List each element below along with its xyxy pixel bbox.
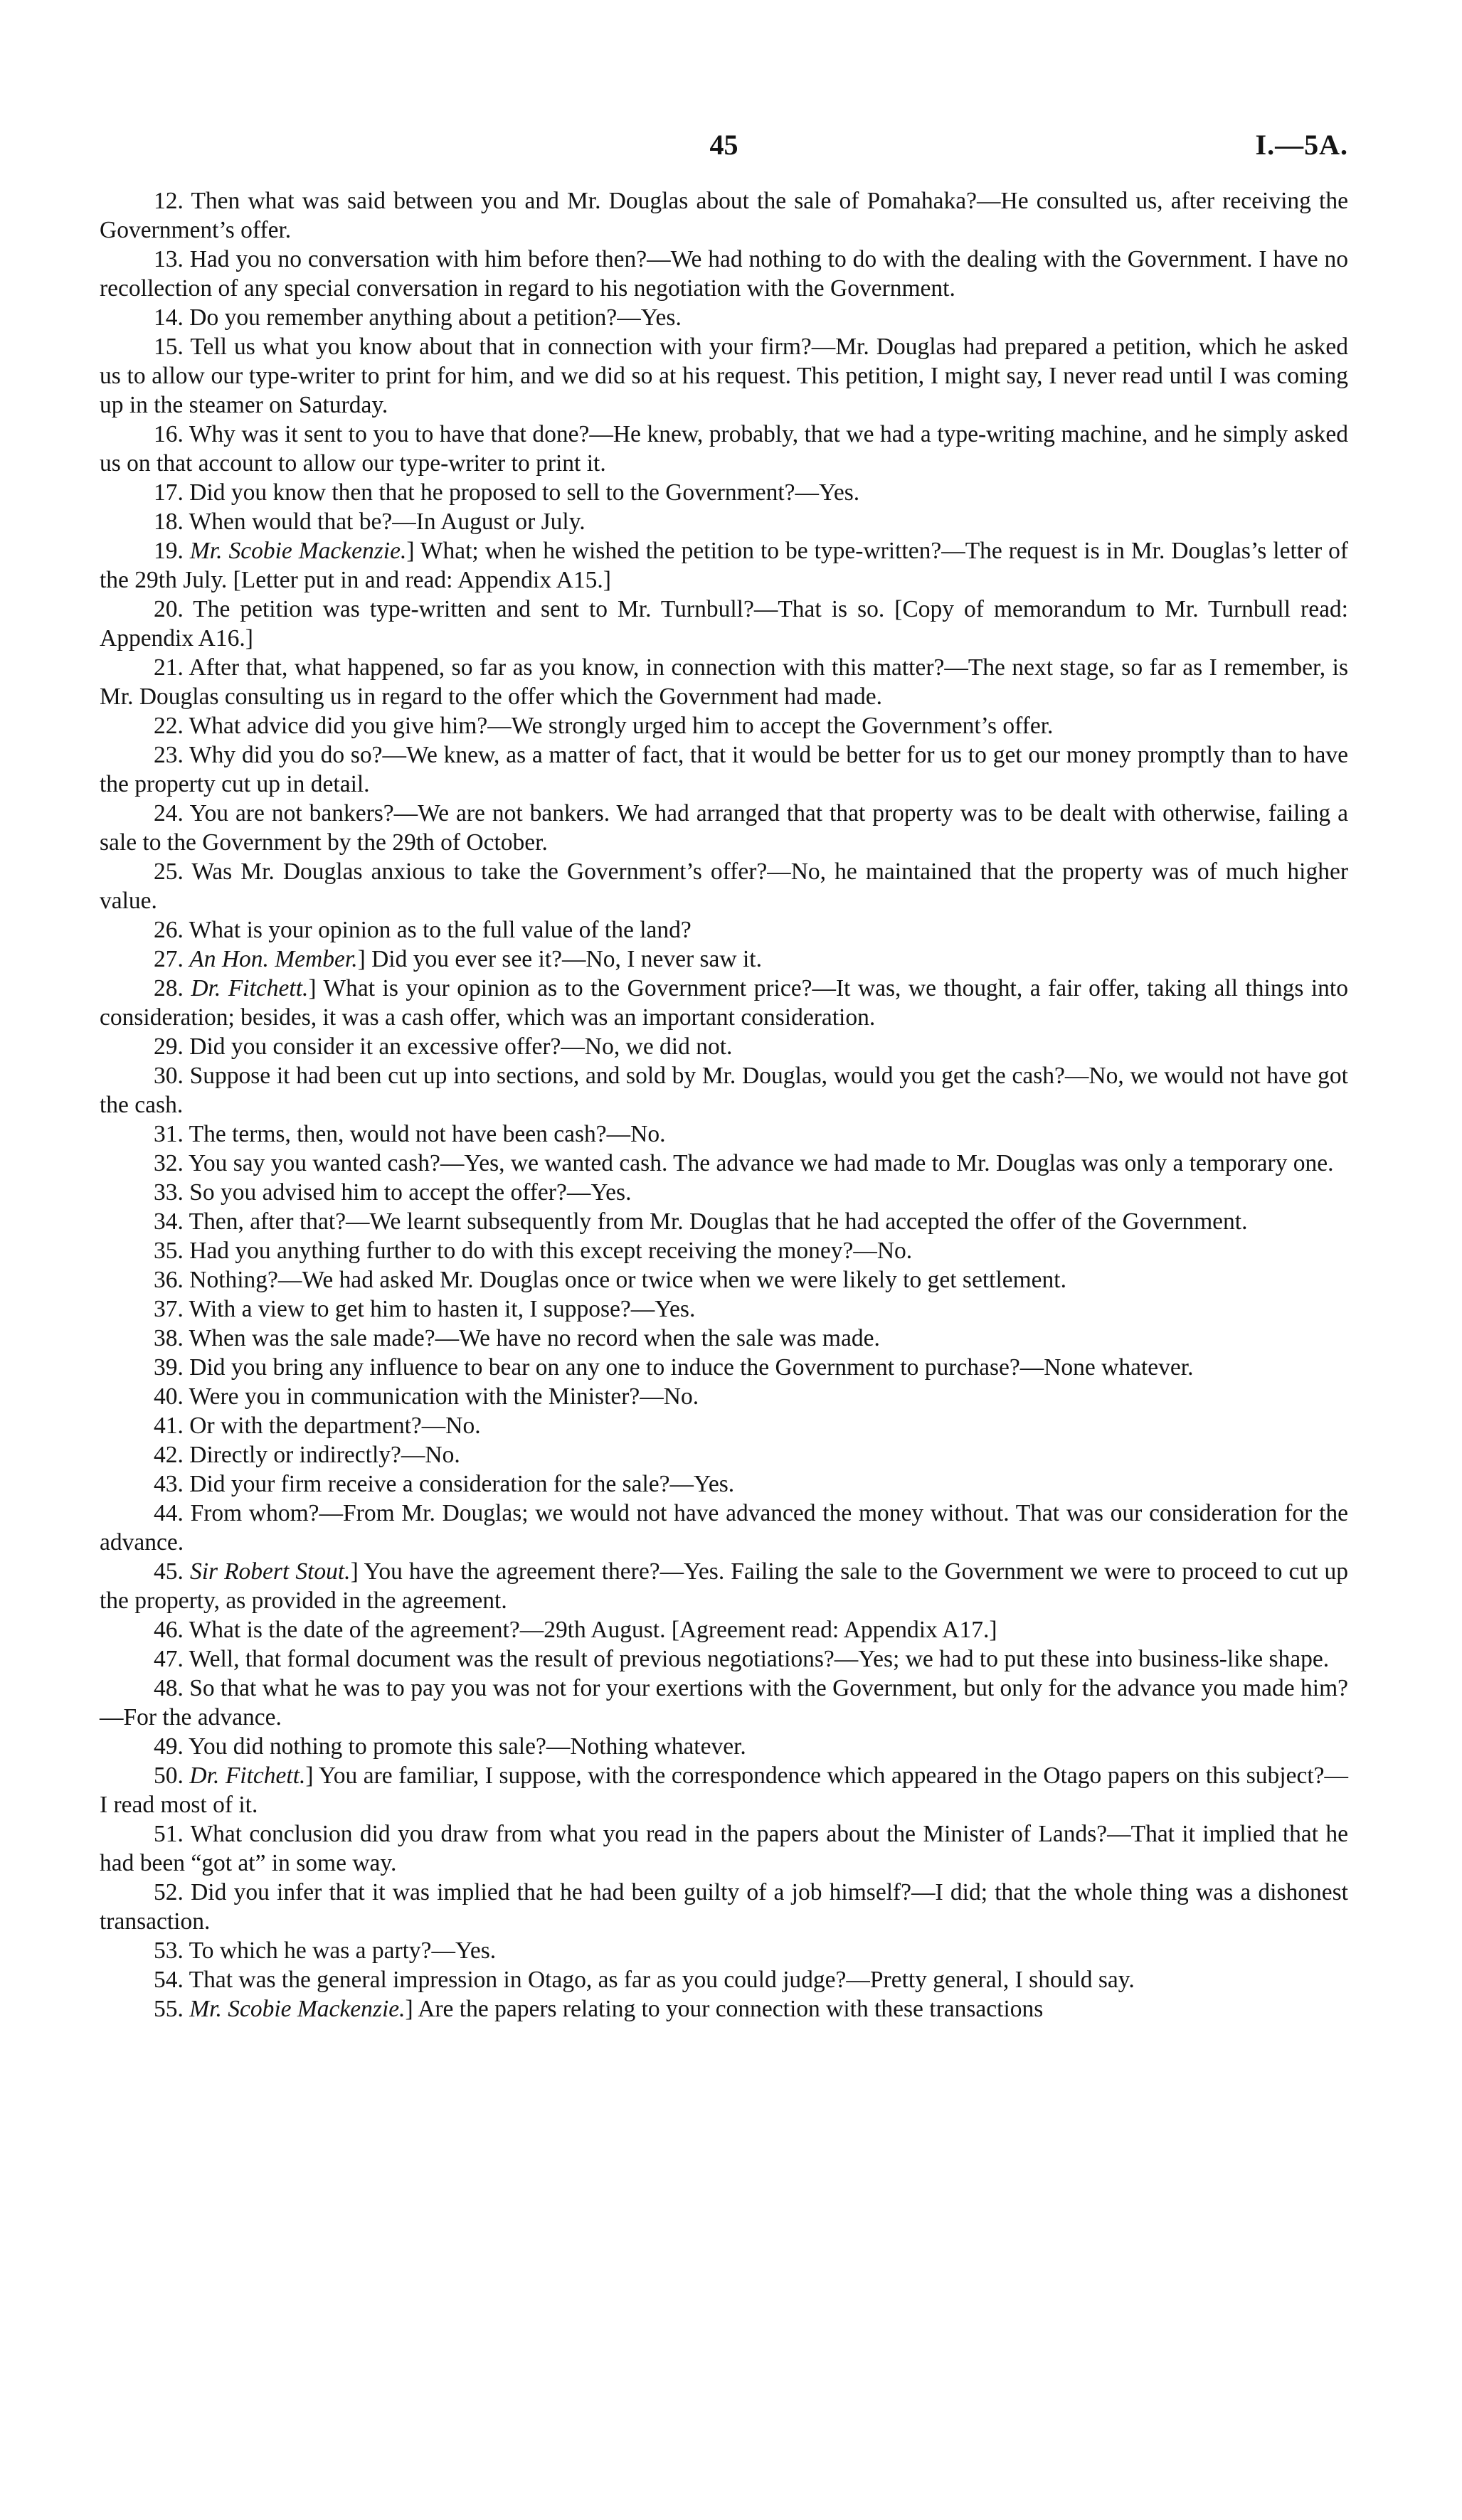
paragraph-text: 20. The petition was type-written and sent to Mr. Turnbull?—That is so. [Copy of memorandum to Mr. Turnbull read: Appendix A16.]	[100, 596, 1348, 652]
paragraph-text: 37. With a view to get him to hasten it, I suppose?—Yes.	[154, 1296, 696, 1322]
paragraph-text: 15. Tell us what you know about that in connection with your firm?—Mr. Douglas had prepared a petition, which he asked us to allow our type-writer to print for him, and we did so at his request. This petition, I might say, I never read until I was coming up in the steamer on Saturday.	[100, 334, 1348, 418]
question-answer-paragraph	[100, 740, 1348, 799]
question-answer-paragraph	[100, 1819, 1348, 1878]
paragraph-text: 32. You say you wanted cash?—Yes, we wanted cash. The advance we had made to Mr. Douglas was only a temporary one.	[154, 1150, 1334, 1176]
question-number: 19.	[154, 538, 184, 564]
paragraph-text: 35. Had you anything further to do with this except receiving the money?—No.	[154, 1238, 913, 1264]
question-number: 28.	[154, 975, 184, 1001]
paragraph-text: 30. Suppose it had been cut up into sections, and sold by Mr. Douglas, would you get the cash?—No, we would not have got the cash.	[100, 1063, 1348, 1118]
paragraph-text: 26. What is your opinion as to the full value of the land?	[154, 917, 692, 943]
paragraph-text: 33. So you advised him to accept the offer?—Yes.	[154, 1179, 632, 1206]
page-header	[100, 121, 1348, 171]
document-reference: I.—5A.	[1255, 129, 1348, 161]
paragraph-text: Are the papers relating to your connection with these transactions	[418, 1996, 1044, 2022]
question-answer-paragraph	[100, 1411, 1348, 1440]
paragraph-text: You are familiar, I suppose, with the correspondence which appeared in the Otago papers on this subject?—I read most of it.	[100, 1763, 1349, 1818]
paragraph-text: 54. That was the general impression in Otago, as far as you could judge?—Pretty general, I should say.	[154, 1967, 1135, 1993]
question-number: 27.	[154, 946, 184, 972]
question-answer-paragraph	[100, 420, 1348, 478]
paragraph-text: You have the agreement there?—Yes. Failing the sale to the Government we were to proceed to cut up the property, as provided in the agreement.	[100, 1558, 1348, 1614]
paragraph-text: 31. The terms, then, would not have been cash?—No.	[154, 1121, 666, 1147]
question-number: 55.	[154, 1996, 184, 2022]
paragraph-text: 36. Nothing?—We had asked Mr. Douglas once or twice when we were likely to get settlement.	[154, 1267, 1066, 1293]
paragraph-text: 29. Did you consider it an excessive offer?—No, we did not.	[154, 1033, 733, 1060]
paragraph-text: 17. Did you know then that he proposed to sell to the Government?—Yes.	[154, 479, 860, 506]
question-answer-paragraph	[100, 1353, 1348, 1382]
question-answer-paragraph	[100, 332, 1348, 420]
paragraph-text: 51. What conclusion did you draw from what you read in the papers about the Minister of Lands?—That it implied that he had been “got at” in some way.	[100, 1821, 1348, 1876]
question-answer-paragraph	[100, 595, 1348, 653]
question-answer-paragraph	[100, 1294, 1348, 1324]
speaker-name: Dr. Fitchett.	[191, 975, 309, 1001]
question-answer-paragraph	[100, 1149, 1348, 1178]
question-answer-paragraph	[100, 1499, 1348, 1557]
paragraph-text: 22. What advice did you give him?—We strongly urged him to accept the Government’s offer.	[154, 713, 1054, 739]
paragraph-text: 41. Or with the department?—No.	[154, 1413, 481, 1439]
question-answer-paragraph	[100, 1265, 1348, 1294]
paragraph-text: 49. You did nothing to promote this sale?—Nothing whatever.	[154, 1733, 746, 1760]
paragraph-text: 24. You are not bankers?—We are not bankers. We had arranged that that property was to be dealt with otherwise, failing a sale to the Government by the 29th of October.	[100, 800, 1348, 856]
paragraph-text: 12. Then what was said between you and Mr. Douglas about the sale of Pomahaka?—He consulted us, after receiving the Government’s offer.	[100, 188, 1348, 243]
question-answer-paragraph	[100, 1732, 1348, 1761]
question-answer-paragraph	[100, 653, 1348, 711]
paragraph-text: 23. Why did you do so?—We knew, as a matter of fact, that it would be better for us to get our money promptly than to have the property cut up in detail.	[100, 742, 1348, 797]
speaker-name: Sir Robert Stout.	[189, 1558, 351, 1585]
question-answer-paragraph: 45. Sir Robert Stout.] You have the agreement there?—Yes. Failing the sale to the Government we were to proceed to cut up the property, as provided in the agreement.	[100, 1558, 1348, 1614]
question-answer-paragraph	[100, 1644, 1348, 1674]
question-answer-paragraph	[100, 799, 1348, 857]
speaker-name: Mr. Scobie Mackenzie.	[189, 538, 407, 564]
question-answer-paragraph	[100, 1236, 1348, 1265]
paragraph-text: 34. Then, after that?—We learnt subsequently from Mr. Douglas that he had accepted the offer of the Government.	[154, 1208, 1248, 1235]
paragraph-text: 38. When was the sale made?—We have no record when the sale was made.	[154, 1325, 880, 1351]
question-answer-paragraph: 50. Dr. Fitchett.] You are familiar, I suppose, with the correspondence which appeared in the Otago papers on this subject?—I read most of it.	[100, 1763, 1349, 1818]
paragraph-text: Did you ever see it?—No, I never saw it.	[371, 946, 762, 972]
paragraph-text: 43. Did your firm receive a consideration for the sale?—Yes.	[154, 1471, 735, 1497]
question-answer-paragraph	[100, 1324, 1348, 1353]
speaker-name: Dr. Fitchett.	[189, 1763, 306, 1789]
paragraph-text: What is your opinion as to the Government price?—It was, we thought, a fair offer, taking all things into consideration; besides, it was a cash offer, which was an important consideration.	[100, 975, 1348, 1031]
question-answer-paragraph	[100, 1382, 1348, 1411]
paragraph-text: 42. Directly or indirectly?—No.	[154, 1442, 460, 1468]
question-answer-paragraph: 27. An Hon. Member.] Did you ever see it?—No, I never saw it.	[154, 946, 762, 972]
testimony-text	[100, 186, 1348, 2024]
question-answer-paragraph: 55. Mr. Scobie Mackenzie.] Are the papers relating to your connection with these transactions	[154, 1996, 1044, 2022]
question-answer-paragraph	[100, 711, 1348, 740]
paragraph-text: 46. What is the date of the agreement?—29th August. [Agreement read: Appendix A17.]	[154, 1617, 997, 1643]
question-answer-paragraph	[100, 1061, 1348, 1120]
question-answer-paragraph	[100, 1469, 1348, 1499]
question-answer-paragraph: 19. Mr. Scobie Mackenzie.] What; when he wished the petition to be type-written?—The request is in Mr. Douglas’s letter of the 29th July. [Letter put in and read: Appendix A15.]	[100, 538, 1348, 593]
question-answer-paragraph	[100, 1120, 1348, 1149]
paragraph-text: 16. Why was it sent to you to have that done?—He knew, probably, that we had a type-writing machine, and he simply asked us on that account to allow our type-writer to print it.	[100, 421, 1348, 477]
question-answer-paragraph	[100, 1965, 1348, 1994]
question-answer-paragraph	[100, 1440, 1348, 1469]
question-answer-paragraph	[100, 1674, 1348, 1732]
question-answer-paragraph	[100, 1878, 1348, 1936]
speaker-name: Mr. Scobie Mackenzie.	[189, 1996, 406, 2022]
question-answer-paragraph	[100, 857, 1348, 915]
question-number: 45.	[154, 1558, 184, 1585]
question-answer-paragraph	[100, 186, 1348, 245]
speaker-name: An Hon. Member.	[189, 946, 358, 972]
page-number: 45	[709, 129, 738, 161]
question-answer-paragraph	[100, 1207, 1348, 1236]
paragraph-text: 47. Well, that formal document was the result of previous negotiations?—Yes; we had to put these into business-like shape.	[154, 1646, 1330, 1672]
question-number: 50.	[154, 1763, 184, 1789]
paragraph-text: 14. Do you remember anything about a petition?—Yes.	[154, 304, 682, 331]
question-answer-paragraph	[100, 478, 1348, 507]
paragraph-text: 53. To which he was a party?—Yes.	[154, 1937, 497, 1964]
question-answer-paragraph	[100, 1936, 1348, 1965]
paragraph-text: 52. Did you infer that it was implied that he had been guilty of a job himself?—I did; that the whole thing was a dishonest transaction.	[100, 1879, 1348, 1935]
question-answer-paragraph	[100, 1178, 1348, 1207]
paragraph-text: What; when he wished the petition to be type-written?—The request is in Mr. Douglas’s letter of the 29th July. [Letter put in and read: Appendix A15.]	[100, 538, 1348, 593]
paragraph-text: 40. Were you in communication with the Minister?—No.	[154, 1383, 699, 1410]
paragraph-text: 48. So that what he was to pay you was not for your exertions with the Government, but only for the advance you made him?—For the advance.	[100, 1675, 1348, 1730]
question-answer-paragraph	[100, 507, 1348, 536]
question-answer-paragraph	[100, 245, 1348, 303]
paragraph-text: 21. After that, what happened, so far as you know, in connection with this matter?—The next stage, so far as I remember, is Mr. Douglas consulting us in regard to the offer which the Government had made.	[100, 654, 1348, 710]
question-answer-paragraph	[100, 1032, 1348, 1061]
question-answer-paragraph	[100, 915, 1348, 945]
paragraph-text: 25. Was Mr. Douglas anxious to take the Government’s offer?—No, he maintained that the property was of much higher value.	[100, 858, 1348, 914]
question-answer-paragraph	[100, 1615, 1348, 1644]
paragraph-text: 44. From whom?—From Mr. Douglas; we would not have advanced the money without. That was our consideration for the advance.	[100, 1500, 1348, 1556]
paragraph-text: 13. Had you no conversation with him before then?—We had nothing to do with the dealing with the Government. I have no recollection of any special conversation in regard to his negotiation with the Government.	[100, 246, 1348, 302]
question-answer-paragraph: 28. Dr. Fitchett.] What is your opinion as to the Government price?—It was, we thought, a fair offer, taking all things into consideration; besides, it was a cash offer, which was an important consideration.	[100, 975, 1348, 1031]
question-answer-paragraph	[100, 303, 1348, 332]
paragraph-text: 39. Did you bring any influence to bear on any one to induce the Government to purchase?—None whatever.	[154, 1354, 1194, 1381]
paragraph-text: 18. When would that be?—In August or July.	[154, 509, 586, 535]
